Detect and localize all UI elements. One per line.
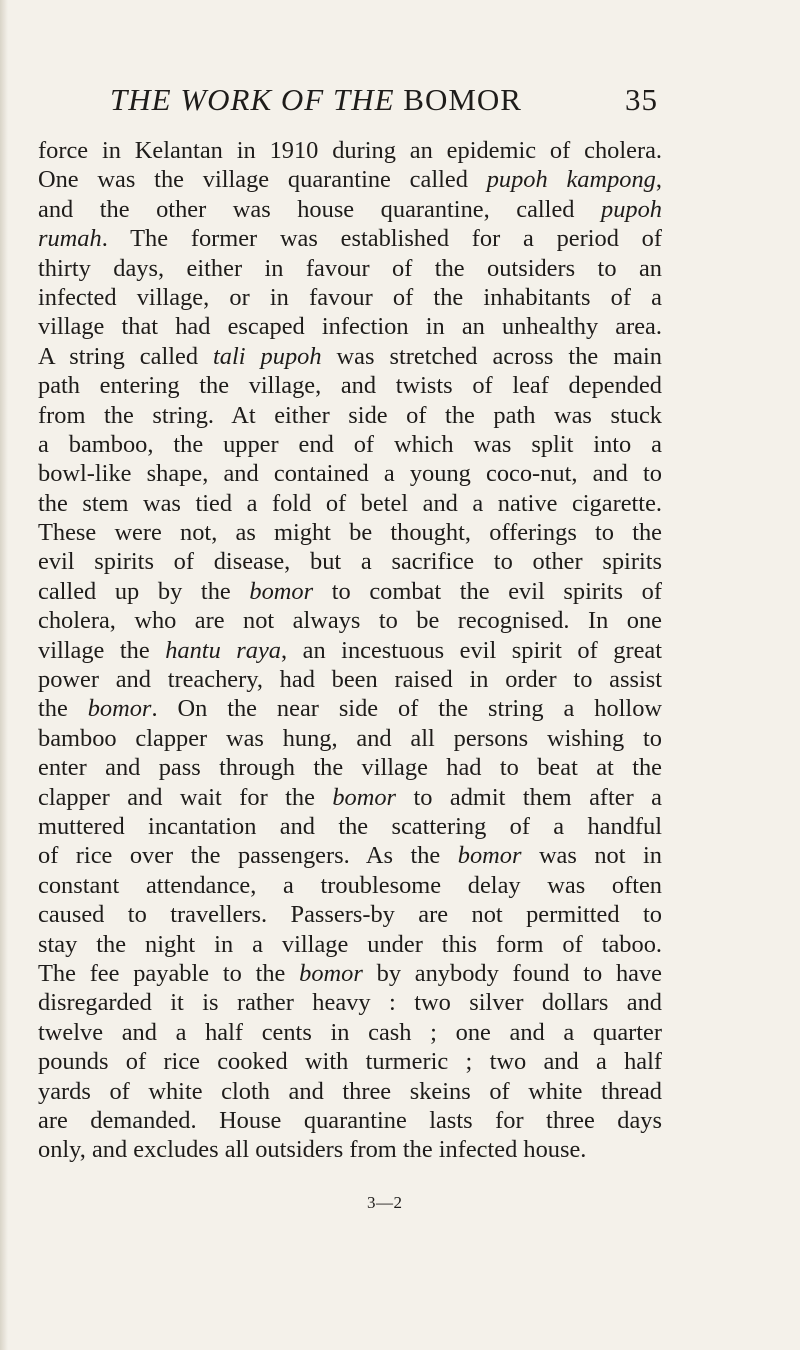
text-line bbox=[38, 577, 662, 606]
text-line bbox=[38, 371, 662, 400]
text-line bbox=[38, 1077, 662, 1106]
text-segment: to admit them after a bbox=[396, 783, 662, 811]
text-line bbox=[38, 783, 662, 812]
italic-term: hantu raya bbox=[165, 636, 282, 664]
text-segment: called up by the bbox=[38, 577, 250, 605]
italic-term: pupoh kampong bbox=[486, 166, 656, 194]
text-segment: the bbox=[38, 695, 88, 723]
text-segment: The fee payable to the bbox=[38, 959, 300, 987]
text-segment: cholera, who are not always to be recognised. In one bbox=[38, 607, 662, 635]
text-segment: One was the village quarantine called bbox=[38, 166, 487, 194]
text-line bbox=[38, 489, 662, 518]
text-segment: . The former was established for a period of bbox=[101, 225, 662, 253]
text-line bbox=[38, 636, 662, 665]
text-segment: are demanded. House quarantine lasts for three days bbox=[38, 1106, 662, 1134]
text-segment: clapper and wait for the bbox=[38, 783, 333, 811]
italic-term: bomor bbox=[299, 959, 363, 987]
text-segment: twelve and a half cents in cash ; one and a quarter bbox=[38, 1018, 662, 1046]
text-segment: the stem was tied a fold of betel and a native cigarette. bbox=[38, 489, 662, 517]
italic-term: tali pupoh bbox=[213, 342, 322, 370]
text-segment: power and treachery, had been raised in order to assist bbox=[38, 666, 662, 694]
text-segment: thirty days, either in favour of the outsiders to an bbox=[38, 254, 662, 282]
text-line bbox=[38, 694, 662, 723]
running-title-italic: THE WORK OF THE bbox=[110, 82, 404, 117]
text-segment: village that had escaped infection in an unhealthy area. bbox=[38, 313, 662, 341]
text-line bbox=[38, 430, 662, 459]
text-segment: from the string. At either side of the path was stuck bbox=[38, 401, 662, 429]
text-line bbox=[38, 1018, 662, 1047]
text-line bbox=[38, 724, 662, 753]
text-segment: A string called bbox=[38, 342, 214, 370]
text-line bbox=[38, 871, 662, 900]
text-segment: disregarded it is rather heavy : two silver dollars and bbox=[38, 989, 662, 1017]
text-line bbox=[38, 606, 662, 635]
text-line bbox=[38, 812, 662, 841]
text-line bbox=[38, 459, 662, 488]
body-paragraph bbox=[38, 136, 662, 1165]
italic-term: bomor bbox=[332, 783, 397, 811]
page-number: 35 bbox=[625, 82, 658, 117]
text-line bbox=[38, 401, 662, 430]
text-line bbox=[38, 1047, 662, 1076]
text-segment: pounds of rice cooked with turmeric ; two and a half bbox=[38, 1048, 662, 1076]
text-segment: of rice over the passengers. As the bbox=[38, 842, 458, 870]
text-line bbox=[38, 312, 662, 341]
text-segment: village the bbox=[38, 636, 166, 664]
text-line bbox=[38, 195, 662, 224]
text-segment: by anybody found to have bbox=[362, 959, 663, 987]
page-spine-shadow bbox=[0, 0, 8, 1350]
text-line bbox=[38, 959, 662, 988]
text-segment: a bamboo, the upper end of which was split into a bbox=[38, 430, 662, 458]
text-segment: infected village, or in favour of the inhabitants of a bbox=[38, 283, 662, 311]
text-segment: yards of white cloth and three skeins of white thread bbox=[38, 1077, 662, 1105]
text-line bbox=[38, 518, 662, 547]
text-segment: was not in bbox=[521, 842, 662, 870]
text-segment: enter and pass through the village had to beat at the bbox=[38, 754, 662, 782]
text-line bbox=[38, 900, 662, 929]
text-segment: force in Kelantan in 1910 during an epidemic of cholera. bbox=[38, 137, 662, 164]
text-segment: , an incestuous evil spirit of great bbox=[281, 636, 662, 664]
text-line bbox=[38, 224, 662, 253]
text-segment: stay the night in a village under this form of taboo. bbox=[38, 930, 662, 958]
italic-term: bomor bbox=[249, 577, 314, 605]
text-line bbox=[38, 1135, 662, 1164]
italic-term: pupoh bbox=[601, 195, 662, 223]
text-line bbox=[38, 988, 662, 1017]
text-line bbox=[38, 1106, 662, 1135]
text-line bbox=[38, 136, 662, 165]
running-title-roman: BOMOR bbox=[403, 82, 522, 117]
text-segment: . On the near side of the string a hollow bbox=[151, 695, 662, 723]
text-line bbox=[38, 254, 662, 283]
text-segment: was stretched across the main bbox=[321, 342, 662, 370]
text-segment: muttered incantation and the scattering of a handful bbox=[38, 812, 662, 840]
text-line bbox=[38, 283, 662, 312]
text-line bbox=[38, 665, 662, 694]
text-segment: bowl-like shape, and contained a young coco-nut, and to bbox=[38, 460, 662, 488]
text-segment: bamboo clapper was hung, and all persons wishing to bbox=[38, 724, 662, 752]
text-segment: only, and excludes all outsiders from the infected house. bbox=[38, 1136, 587, 1164]
text-segment: path entering the village, and twists of leaf depended bbox=[38, 372, 662, 400]
text-segment: evil spirits of disease, but a sacrifice to other spirits bbox=[38, 548, 662, 576]
text-line bbox=[38, 841, 662, 870]
italic-term: bomor bbox=[87, 695, 152, 723]
text-segment: to combat the evil spirits of bbox=[313, 577, 662, 605]
text-line bbox=[38, 342, 662, 371]
text-segment: These were not, as might be thought, offerings to the bbox=[38, 519, 662, 547]
text-segment: , bbox=[655, 166, 662, 194]
text-line bbox=[38, 753, 662, 782]
running-header bbox=[110, 82, 658, 122]
running-title bbox=[110, 82, 522, 118]
text-segment: constant attendance, a troublesome delay was often bbox=[38, 871, 662, 899]
signature-mark: 3—2 bbox=[367, 1193, 403, 1212]
text-line bbox=[38, 165, 662, 194]
text-segment: caused to travellers. Passers-by are not permitted to bbox=[38, 901, 662, 929]
text-line bbox=[38, 930, 662, 959]
italic-term: bomor bbox=[457, 842, 522, 870]
text-segment: and the other was house quarantine, called bbox=[38, 195, 602, 223]
italic-term: rumah bbox=[38, 225, 102, 253]
text-line bbox=[38, 547, 662, 576]
